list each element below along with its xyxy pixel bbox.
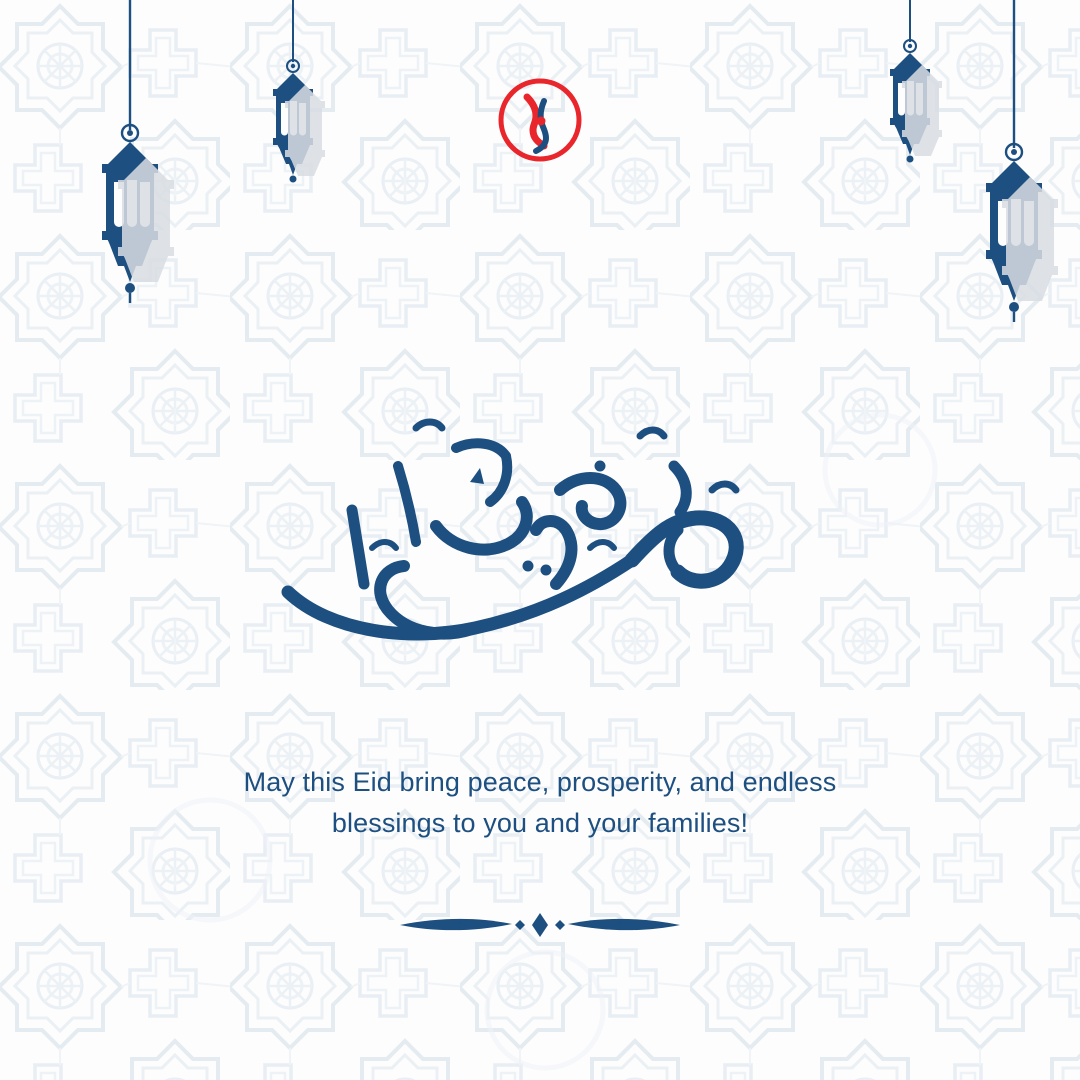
flourish-divider bbox=[0, 905, 1080, 945]
lantern-right-inner bbox=[872, 0, 962, 230]
greeting-message bbox=[140, 762, 940, 844]
lantern-right-outer bbox=[962, 0, 1080, 360]
lantern-left-inner bbox=[255, 0, 345, 230]
lantern-left-outer bbox=[78, 0, 198, 340]
greeting-line-2: blessings to you and your families! bbox=[331, 808, 749, 838]
knee-joint-logo bbox=[497, 77, 583, 163]
greeting-line-1: May this Eid bring peace, prosperity, and endless bbox=[243, 767, 837, 797]
eid-mubarak-calligraphy bbox=[0, 360, 1080, 680]
